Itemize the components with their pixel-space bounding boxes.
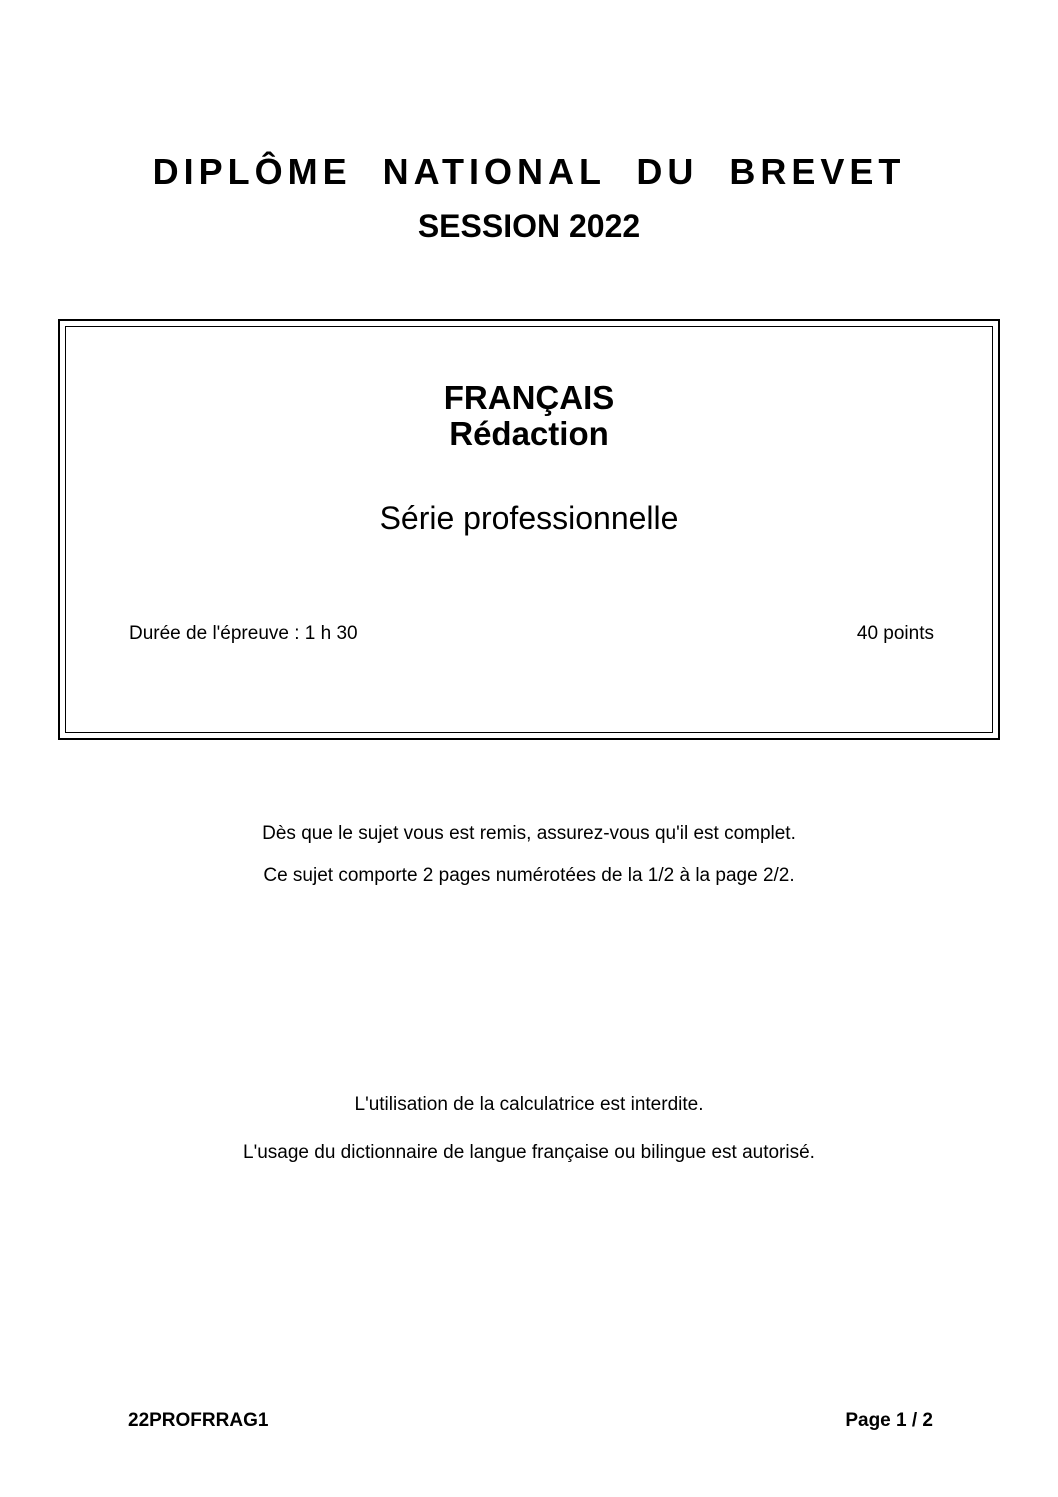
subject-title: FRANÇAIS <box>443 379 615 416</box>
subject-subtype: Rédaction <box>449 415 609 452</box>
footer-subject-code: 22PROFRRAG1 <box>128 1410 269 1431</box>
exam-title: DIPLÔME NATIONAL DU BREVET <box>152 151 906 192</box>
subject-frame <box>58 319 1000 740</box>
notice-page-count: Ce sujet comporte 2 pages numérotées de la 1/2 à la page 2/2. <box>263 865 795 886</box>
notice-calculator: L'utilisation de la calculatrice est interdite. <box>354 1094 704 1115</box>
notice-complete-check: Dès que le sujet vous est remis, assurez-vous qu'il est complet. <box>262 823 796 844</box>
exam-points: 40 points <box>856 623 934 644</box>
notice-dictionary: L'usage du dictionnaire de langue française ou bilingue est autorisé. <box>243 1142 815 1163</box>
exam-session: SESSION 2022 <box>417 208 641 244</box>
subject-frame-inner <box>65 326 993 733</box>
exam-duration: Durée de l'épreuve : 1 h 30 <box>129 623 358 644</box>
footer-page-number: Page 1 / 2 <box>845 1410 933 1431</box>
subject-series: Série professionnelle <box>379 500 679 536</box>
